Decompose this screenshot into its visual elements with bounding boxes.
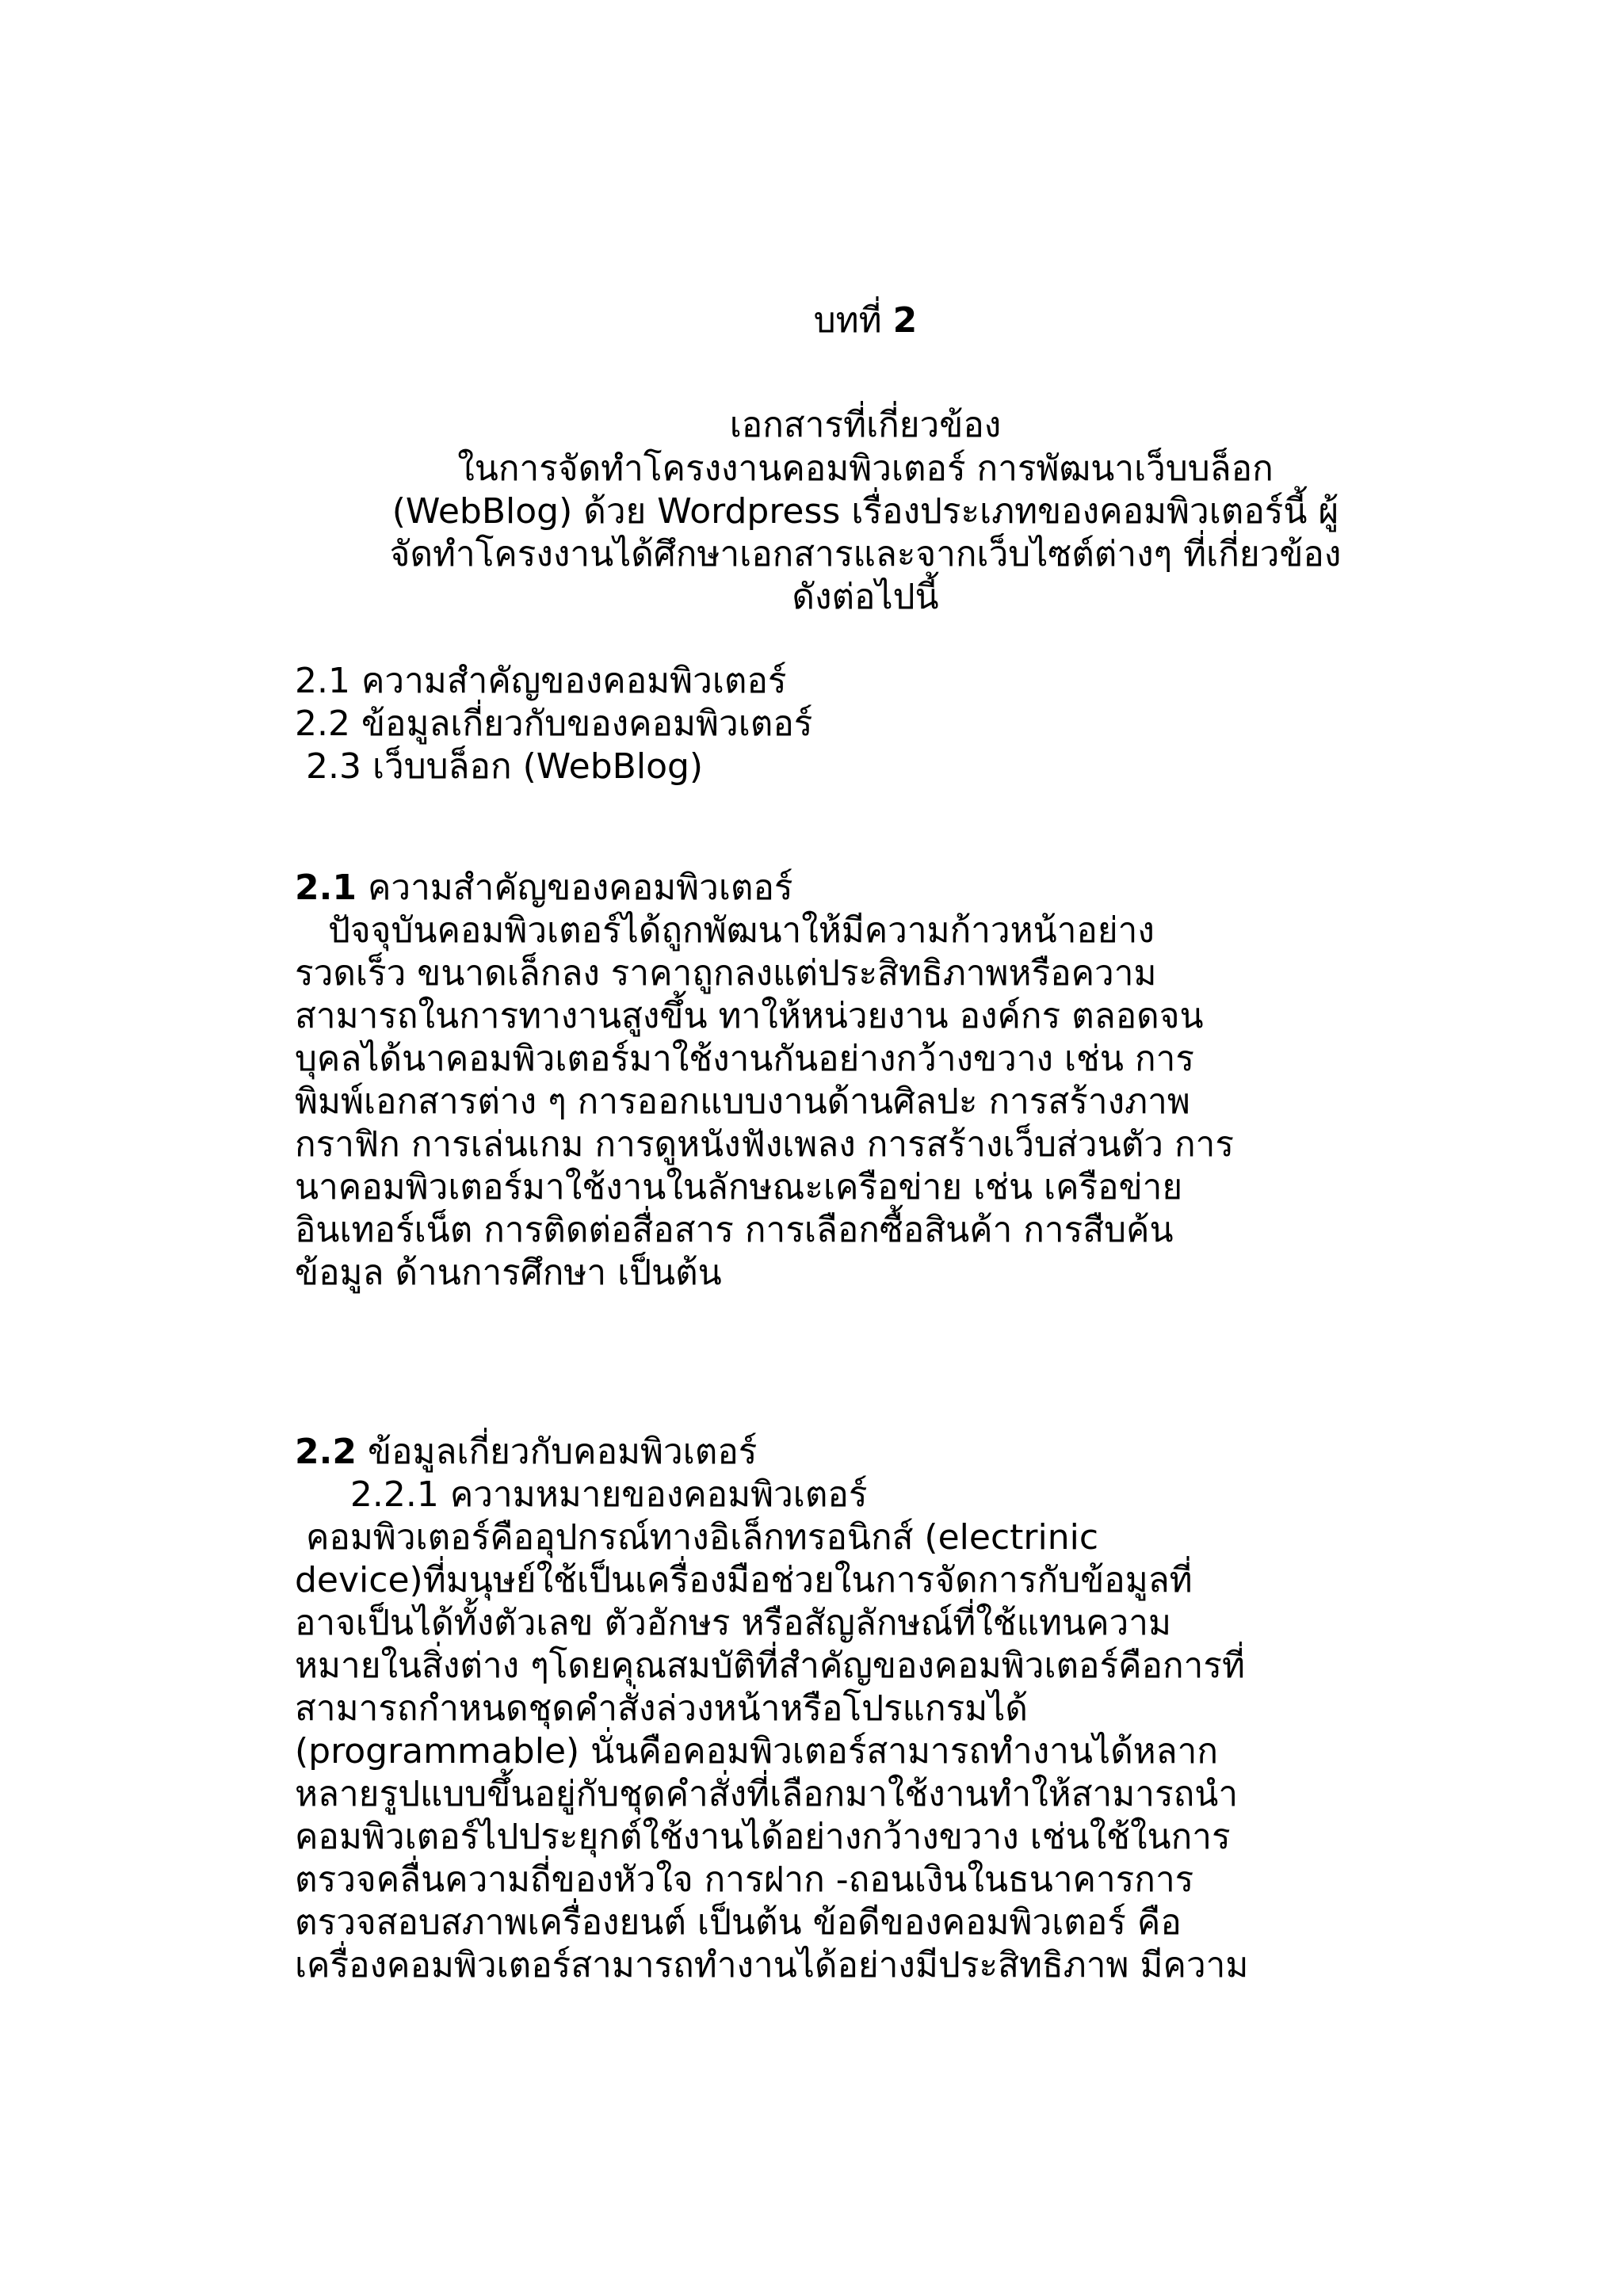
intro-line: (WebBlog) ด้วย Wordpress เรื่องประเภทของคอมพิวเตอร์นี้ ผู้	[391, 491, 1339, 532]
intro-line: ดังต่อไปนี้	[792, 577, 939, 617]
section-number: 2.2	[295, 1432, 357, 1472]
paragraph-line: (programmable) นั่นคือคอมพิวเตอร์สามารถทำงานได้หลาก	[295, 1731, 1218, 1772]
section-2-1	[295, 867, 1436, 1295]
chapter-number: 2	[892, 300, 918, 341]
chapter-label: บทที่	[813, 300, 882, 341]
subsection-heading: 2.2.1 ความหมายของคอมพิวเตอร์	[295, 1474, 868, 1515]
intro-line: จัดทำโครงงานได้ศึกษาเอกสารและจากเว็บไซต์ต่างๆ ที่เกี่ยวข้อง	[389, 534, 1342, 574]
paragraph-line: เครื่องคอมพิวเตอร์สามารถทำงานได้อย่างมีประสิทธิภาพ มีความ	[295, 1945, 1249, 1985]
paragraph-line: หมายในสิ่งต่าง ๆโดยคุณสมบัติที่สำคัญของคอมพิวเตอร์คือการที่	[295, 1646, 1245, 1686]
toc-item: 2.2 ข้อมูลเกี่ยวกับของคอมพิวเตอร์	[295, 704, 813, 744]
paragraph-line: device)ที่มนุษย์ใช้เป็นเครื่องมือช่วยในการจัดการกับข้อมูลที่	[295, 1560, 1193, 1600]
intro-line: ในการจัดทำโครงงานคอมพิวเตอร์ การพัฒนาเว็บบล็อก	[457, 448, 1274, 489]
section-number: 2.1	[295, 868, 357, 908]
section-title: ข้อมูลเกี่ยวกับคอมพิวเตอร์	[356, 1432, 758, 1472]
section-2-2	[295, 1431, 1436, 1987]
paragraph-line: นาคอมพิวเตอร์มาใช้งานในลักษณะเครือข่าย เช่น เครือข่าย	[295, 1167, 1183, 1207]
paragraph-line: อินเทอร์เน็ต การติดต่อสื่อสาร การเลือกซื้อสินค้า การสืบค้น	[295, 1210, 1174, 1250]
paragraph-line: บุคลได้นาคอมพิวเตอร์มาใช้งานกันอย่างกว้างขวาง เช่น การ	[295, 1039, 1194, 1079]
intro-paragraph	[295, 448, 1436, 619]
paragraph-line: ตรวจสอบสภาพเครื่องยนต์ เป็นต้น ข้อดีของคอมพิวเตอร์ คือ	[295, 1902, 1182, 1943]
paragraph-line: ตรวจคลื่นความถี่ของหัวใจ การฝาก -ถอนเงินในธนาคารการ	[295, 1859, 1194, 1900]
paragraph-line: อาจเป็นได้ทั้งตัวเลข ตัวอักษร หรือสัญลักษณ์ที่ใช้แทนความ	[295, 1603, 1171, 1643]
paragraph-line: คอมพิวเตอร์คืออุปกรณ์ทางอิเล็กทรอนิกส์ (electrinic	[295, 1517, 1099, 1558]
paragraph-line: ข้อมูล ด้านการศึกษา เป็นต้น	[295, 1253, 722, 1293]
paragraph-line: สามารถกำหนดชุดคำสั่งล่วงหน้าหรือโปรแกรมได้	[295, 1688, 1029, 1729]
chapter-heading	[295, 299, 1436, 342]
paragraph-line: คอมพิวเตอร์ไปประยุกต์ใช้งานได้อย่างกว้างขวาง เช่นใช้ในการ	[295, 1817, 1231, 1857]
section-heading	[295, 867, 1436, 910]
table-of-contents	[295, 660, 1436, 788]
paragraph-line: ปัจจุบันคอมพิวเตอร์ได้ถูกพัฒนาให้มีความก้าวหน้าอย่าง	[295, 910, 1155, 951]
toc-item: 2.1 ความสำคัญของคอมพิวเตอร์	[295, 661, 787, 701]
paragraph-line: รวดเร็ว ขนาดเล็กลง ราคาถูกลงแต่ประสิทธิภาพหรือความ	[295, 953, 1157, 994]
paragraph-line: กราฟิก การเล่นเกม การดูหนังฟังเพลง การสร้างเว็บส่วนตัว การ	[295, 1124, 1234, 1165]
section-heading	[295, 1431, 1436, 1474]
paragraph-line: สามารถในการทางานสูงขึ้น ทาให้หน่วยงาน องค์กร ตลอดจน	[295, 996, 1204, 1036]
toc-item: 2.3 เว็บบล็อก (WebBlog)	[295, 746, 704, 787]
paragraph-line: หลายรูปแบบขึ้นอยู่กับชุดคำสั่งที่เลือกมาใช้งานทำให้สามารถนำ	[295, 1774, 1239, 1814]
page-title: เอกสารที่เกี่ยวข้อง	[729, 405, 1002, 445]
section-title: ความสำคัญของคอมพิวเตอร์	[356, 868, 793, 908]
paragraph-line: พิมพ์เอกสารต่าง ๆ การออกแบบงานด้านศิลปะ การสร้างภาพ	[295, 1081, 1190, 1122]
